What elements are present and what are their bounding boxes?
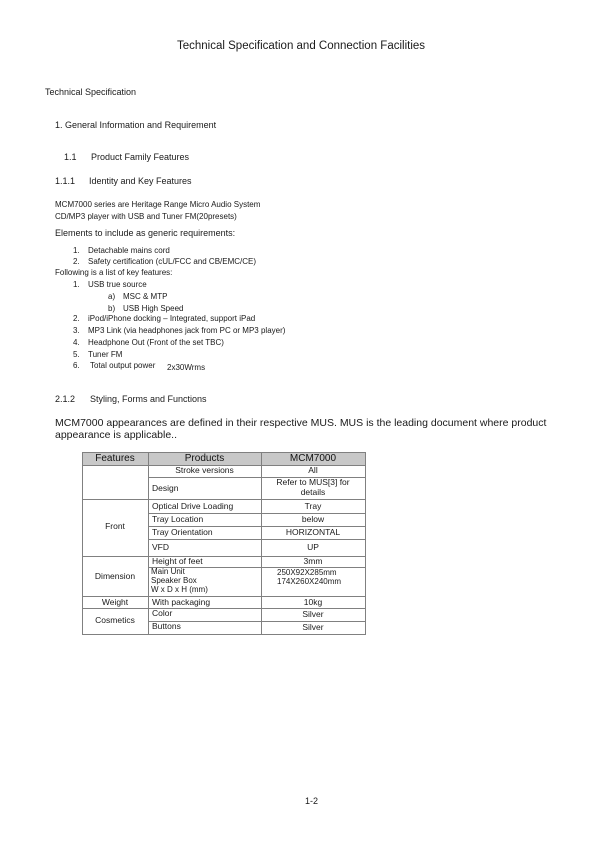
- heading-text: Product Family Features: [91, 152, 190, 162]
- speaker-box-value: 174X260X240mm: [277, 577, 342, 586]
- main-unit-label: Main Unit: [151, 567, 185, 576]
- heading-1-1: [64, 152, 190, 162]
- table-row-value: Silver: [302, 622, 324, 632]
- header-model: MCM7000: [289, 453, 337, 464]
- key-features-intro: Following is a list of key features:: [55, 268, 173, 277]
- spec-table: [82, 452, 366, 635]
- table-row-value: Refer to MUS[3] for: [276, 477, 350, 487]
- heading-1-1-1: [55, 176, 192, 186]
- list-number: b): [108, 304, 116, 313]
- intro-line-1: MCM7000 series are Heritage Range Micro Audio System: [55, 200, 261, 209]
- feature-item: [73, 314, 256, 323]
- generic-heading: Elements to include as generic requirements:: [55, 228, 236, 238]
- table-rule: [148, 452, 149, 635]
- generic-item: [73, 246, 170, 255]
- list-text: Safety certification (cUL/FCC and CB/EMC/CE): [88, 257, 257, 266]
- page-title: Technical Specification and Connection Facilities: [177, 40, 426, 52]
- feature-subitem: [108, 304, 184, 313]
- table-rule: [82, 634, 366, 635]
- table-row-label: Color: [152, 608, 173, 618]
- table-row-value: 10kg: [303, 597, 323, 607]
- list-text: Detachable mains cord: [88, 246, 170, 255]
- feature-dimension: Dimension: [94, 571, 136, 581]
- heading-number: 1.1.1: [55, 176, 76, 186]
- table-row-value: Silver: [302, 609, 324, 619]
- header-products: Products: [184, 453, 225, 464]
- heading-2-1-2: [55, 394, 207, 404]
- list-text: Total output power: [90, 361, 156, 370]
- list-text: USB true source: [88, 280, 147, 289]
- table-row-value: All: [308, 465, 318, 475]
- feature-item: [73, 350, 123, 359]
- feature-item: [73, 338, 224, 347]
- table-row-label: Height of feet: [152, 556, 203, 566]
- table-row-value: 3mm: [303, 556, 323, 566]
- list-text: iPod/iPhone docking – Integrated, support iPad: [88, 314, 256, 323]
- heading-1: 1. General Information and Requirement: [55, 120, 217, 130]
- list-text: MP3 Link (via headphones jack from PC or MP3 player): [88, 326, 286, 335]
- wdh-label: W x D x H (mm): [151, 585, 208, 594]
- feature-weight: Weight: [101, 597, 129, 607]
- speaker-box-label: Speaker Box: [151, 576, 197, 585]
- list-number: 1.: [73, 246, 80, 255]
- list-text: MSC & MTP: [123, 292, 168, 301]
- table-rule: [365, 452, 366, 635]
- feature-subitem: [108, 292, 168, 301]
- table-row-value: below: [301, 514, 325, 524]
- table-row-label: Tray Location: [152, 514, 204, 524]
- section-label: Technical Specification: [45, 87, 137, 97]
- main-unit-value: 250X92X285mm: [277, 568, 337, 577]
- feature-front: Front: [105, 521, 125, 531]
- appearance-para-line-1: MCM7000 appearances are defined in their respective MUS. MUS is the leading document where product: [55, 417, 547, 429]
- feature-item: [73, 280, 147, 289]
- list-text: Tuner FM: [88, 350, 123, 359]
- table-row-value: details: [300, 487, 326, 497]
- list-number: 5.: [73, 350, 80, 359]
- list-number: a): [108, 292, 116, 301]
- table-row-label: Stroke versions: [175, 465, 234, 475]
- heading-text: Identity and Key Features: [89, 176, 192, 186]
- heading-number: 2.1.2: [55, 394, 76, 404]
- heading-number: 1.1: [64, 152, 77, 162]
- table-row-label: VFD: [152, 542, 169, 552]
- page-number: 1-2: [305, 796, 319, 806]
- table-row-label: Optical Drive Loading: [152, 501, 234, 511]
- generic-item: [73, 257, 257, 266]
- header-features: Features: [95, 453, 135, 464]
- list-number: 1.: [73, 280, 80, 289]
- list-number: 3.: [73, 326, 80, 335]
- table-row-label: Buttons: [152, 621, 181, 631]
- feature-item: [73, 326, 286, 335]
- table-rule: [148, 539, 366, 540]
- list-number: 4.: [73, 338, 80, 347]
- table-rule: [82, 499, 366, 500]
- table-rule: [82, 452, 83, 635]
- feature-item: [73, 361, 206, 372]
- table-row-value: Tray: [304, 501, 322, 511]
- list-text: USB High Speed: [123, 304, 184, 313]
- list-number: 2.: [73, 314, 80, 323]
- list-number: 2.: [73, 257, 80, 266]
- output-power-value: 2x30Wrms: [167, 363, 206, 372]
- heading-text: Styling, Forms and Functions: [90, 394, 207, 404]
- table-row-value: UP: [307, 542, 319, 552]
- table-row-label: With packaging: [152, 597, 211, 607]
- table-row-label: Design: [152, 483, 179, 493]
- table-row-label: Tray Orientation: [152, 527, 213, 537]
- table-row-value: HORIZONTAL: [285, 527, 341, 537]
- intro-line-2: CD/MP3 player with USB and Tuner FM(20presets): [55, 212, 237, 221]
- list-number: 6.: [73, 361, 80, 370]
- appearance-para-line-2: appearance is applicable..: [55, 429, 178, 441]
- list-text: Headphone Out (Front of the set TBC): [88, 338, 224, 347]
- feature-cosmetics: Cosmetics: [95, 615, 135, 625]
